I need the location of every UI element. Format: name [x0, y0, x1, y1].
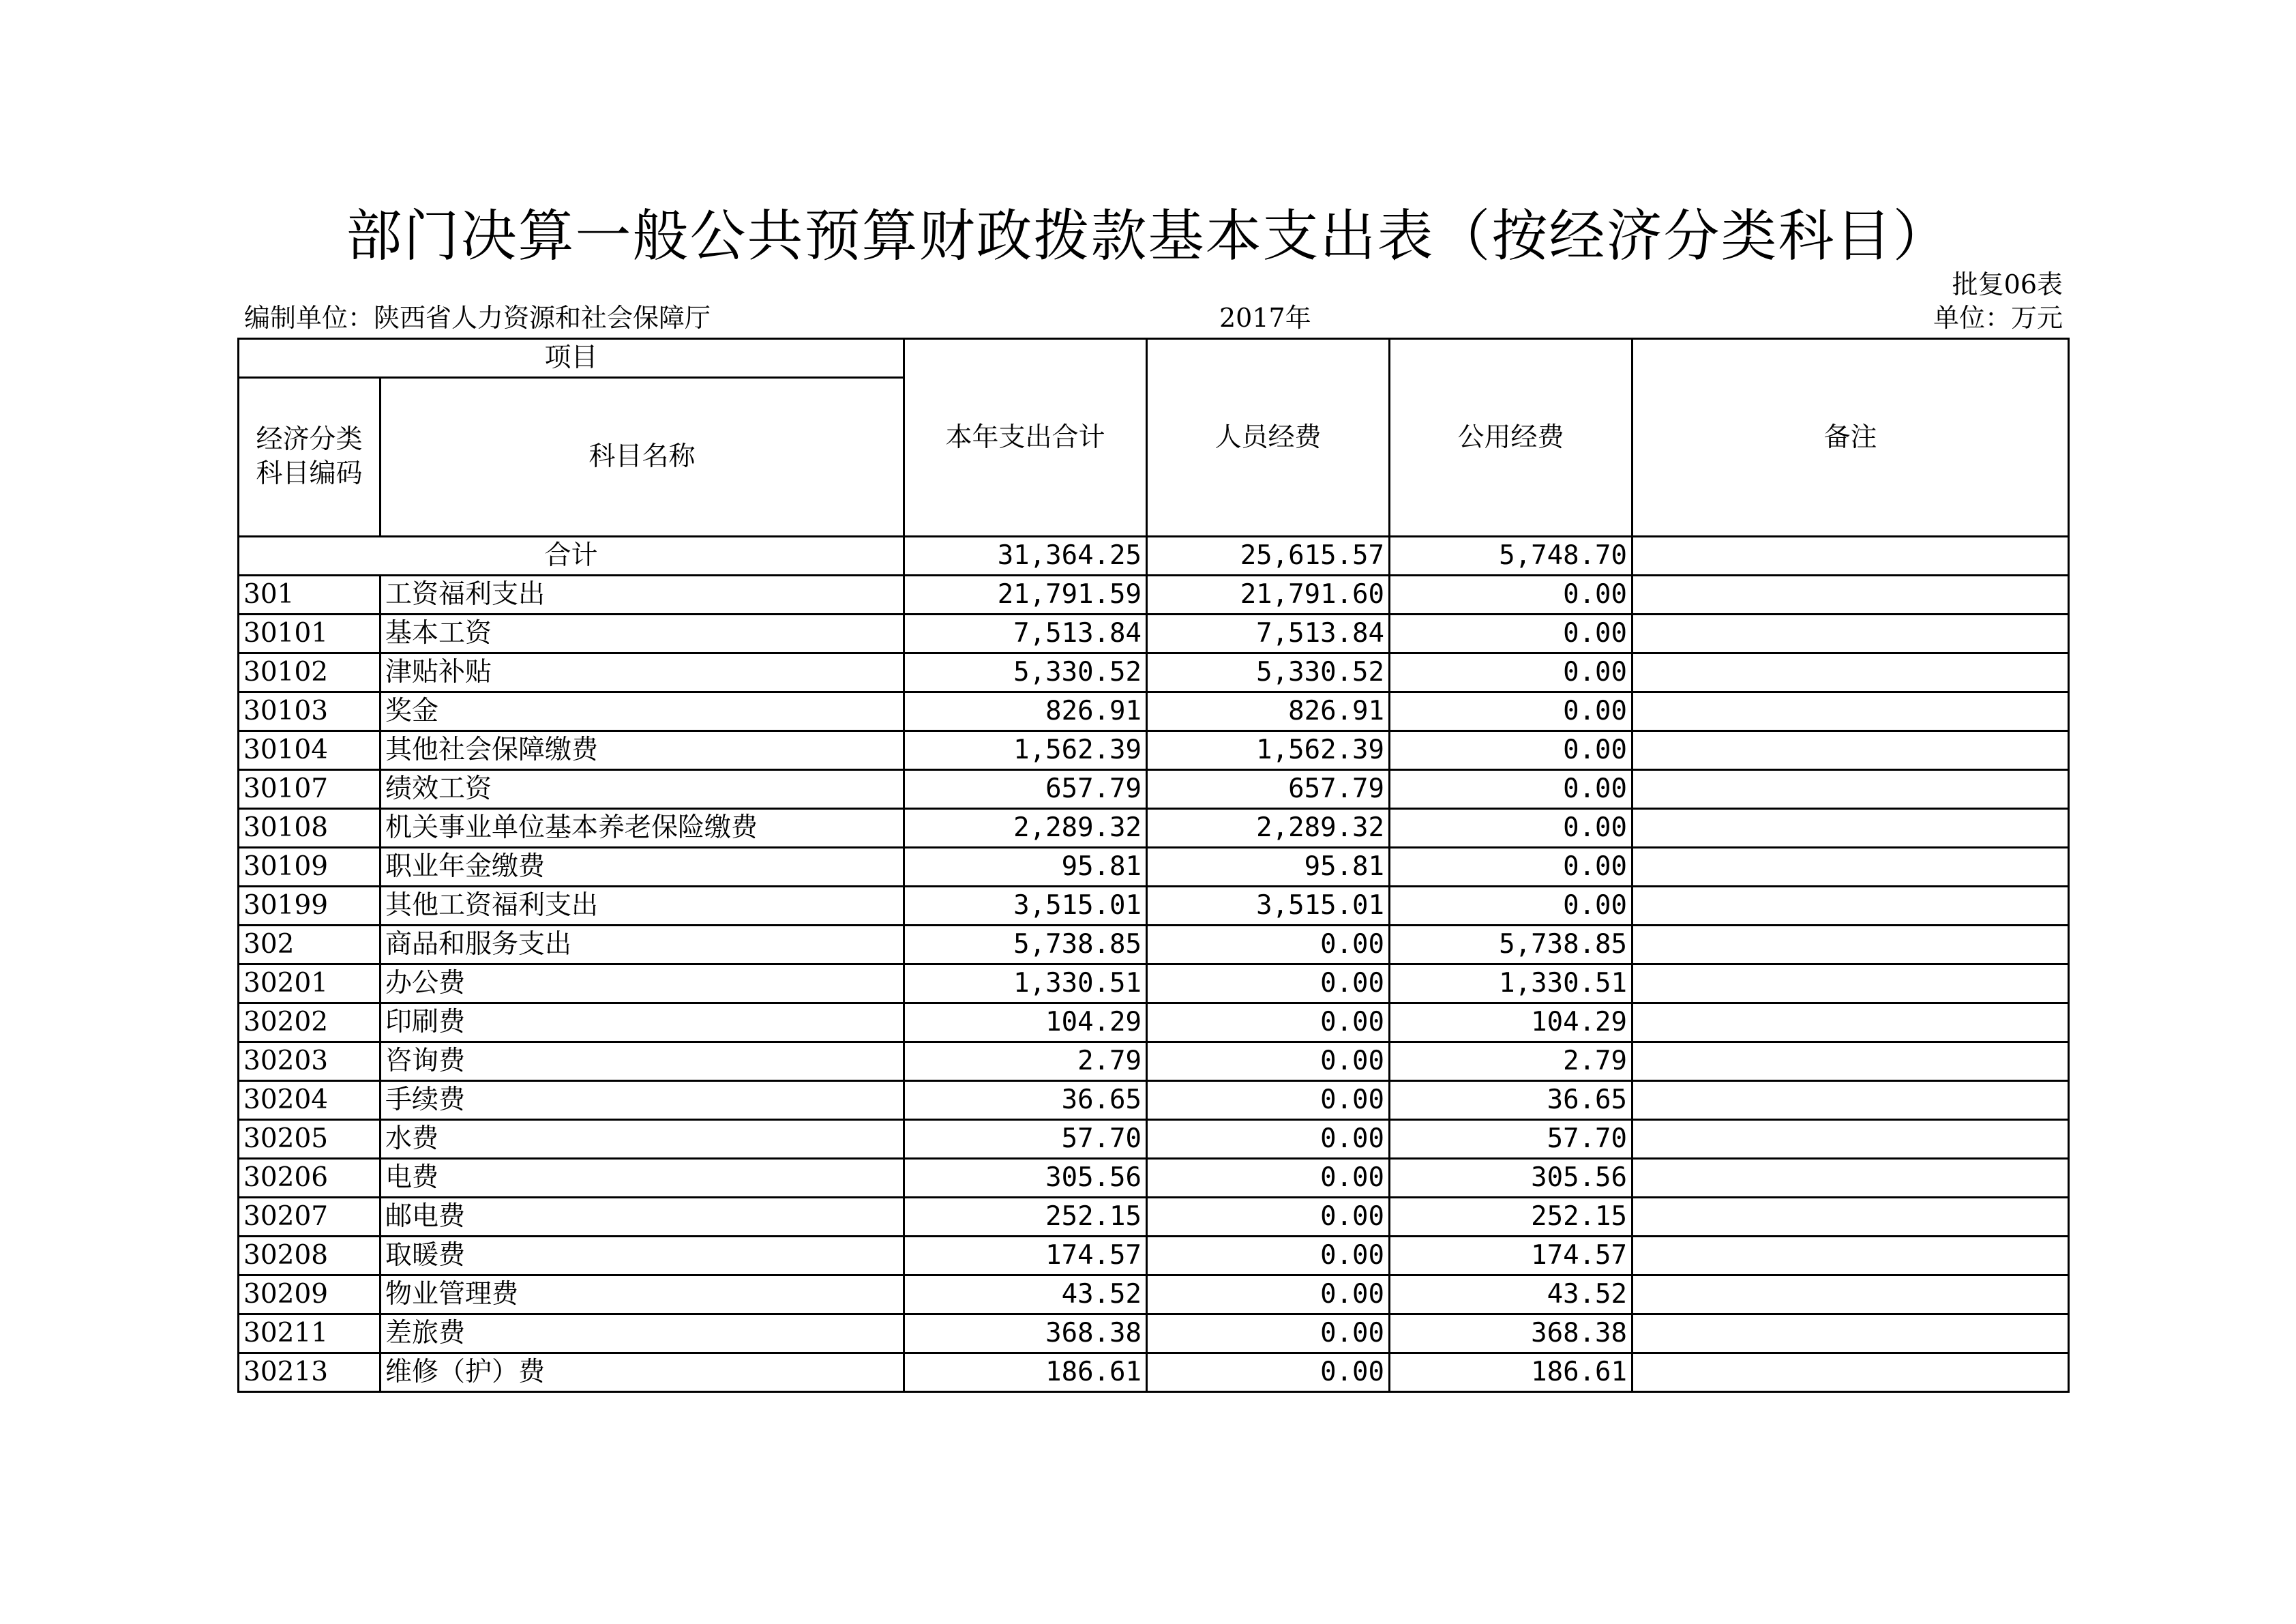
row-public: 104.29: [1390, 1003, 1632, 1042]
row-remark: [1632, 1042, 2069, 1081]
row-personnel: 0.00: [1147, 1081, 1390, 1120]
row-name: 基本工资: [381, 615, 904, 653]
row-name: 其他社会保障缴费: [381, 731, 904, 770]
row-total: 104.29: [904, 1003, 1147, 1042]
row-name: 绩效工资: [381, 770, 904, 809]
header-public: 公用经费: [1390, 339, 1632, 537]
row-public: 252.15: [1390, 1198, 1632, 1237]
total-public: 5,748.70: [1390, 537, 1632, 576]
row-personnel: 5,330.52: [1147, 653, 1390, 692]
total-label: 合计: [239, 537, 904, 576]
row-total: 657.79: [904, 770, 1147, 809]
row-name: 维修（护）费: [381, 1353, 904, 1392]
row-remark: [1632, 1120, 2069, 1159]
row-code: 30203: [239, 1042, 381, 1081]
row-total: 305.56: [904, 1159, 1147, 1198]
row-total: 57.70: [904, 1120, 1147, 1159]
row-remark: [1632, 964, 2069, 1003]
row-name: 津贴补贴: [381, 653, 904, 692]
row-personnel: 2,289.32: [1147, 809, 1390, 848]
row-total: 36.65: [904, 1081, 1147, 1120]
row-remark: [1632, 1353, 2069, 1392]
table-row: [239, 1081, 2069, 1120]
row-personnel: 0.00: [1147, 1275, 1390, 1314]
table-row: [239, 1275, 2069, 1314]
row-code: 302: [239, 926, 381, 964]
row-name: 办公费: [381, 964, 904, 1003]
row-code: 30109: [239, 848, 381, 887]
table-row: [239, 1003, 2069, 1042]
row-name: 差旅费: [381, 1314, 904, 1353]
header-name: 科目名称: [381, 378, 904, 537]
header-code: 经济分类科目编码: [239, 378, 381, 537]
header-personnel: 人员经费: [1147, 339, 1390, 537]
row-remark: [1632, 653, 2069, 692]
table-row: [239, 731, 2069, 770]
row-total: 252.15: [904, 1198, 1147, 1237]
row-name: 商品和服务支出: [381, 926, 904, 964]
table-row: [239, 615, 2069, 653]
unit-label: 单位：万元: [1933, 303, 2063, 333]
row-name: 机关事业单位基本养老保险缴费: [381, 809, 904, 848]
row-remark: [1632, 1003, 2069, 1042]
row-public: 186.61: [1390, 1353, 1632, 1392]
row-name: 职业年金缴费: [381, 848, 904, 887]
row-code: 30199: [239, 887, 381, 926]
row-personnel: 0.00: [1147, 1003, 1390, 1042]
row-name: 其他工资福利支出: [381, 887, 904, 926]
row-code: 30104: [239, 731, 381, 770]
row-public: 43.52: [1390, 1275, 1632, 1314]
row-name: 邮电费: [381, 1198, 904, 1237]
table-row: [239, 964, 2069, 1003]
row-remark: [1632, 770, 2069, 809]
row-remark: [1632, 1159, 2069, 1198]
row-total: 3,515.01: [904, 887, 1147, 926]
table-row: [239, 1314, 2069, 1353]
row-public: 305.56: [1390, 1159, 1632, 1198]
row-public: 0.00: [1390, 692, 1632, 731]
header-total: 本年支出合计: [904, 339, 1147, 537]
row-public: 0.00: [1390, 576, 1632, 615]
expenditure-table: [237, 338, 2070, 1393]
row-code: 301: [239, 576, 381, 615]
row-public: 368.38: [1390, 1314, 1632, 1353]
row-code: 30204: [239, 1081, 381, 1120]
row-code: 30107: [239, 770, 381, 809]
row-code: 30209: [239, 1275, 381, 1314]
row-name: 工资福利支出: [381, 576, 904, 615]
row-personnel: 21,791.60: [1147, 576, 1390, 615]
row-total: 43.52: [904, 1275, 1147, 1314]
row-public: 1,330.51: [1390, 964, 1632, 1003]
row-public: 0.00: [1390, 615, 1632, 653]
total-total: 31,364.25: [904, 537, 1147, 576]
row-public: 0.00: [1390, 848, 1632, 887]
row-personnel: 95.81: [1147, 848, 1390, 887]
row-code: 30108: [239, 809, 381, 848]
row-personnel: 826.91: [1147, 692, 1390, 731]
row-code: 30211: [239, 1314, 381, 1353]
table-row: [239, 848, 2069, 887]
table-row: [239, 770, 2069, 809]
row-remark: [1632, 576, 2069, 615]
row-total: 368.38: [904, 1314, 1147, 1353]
row-public: 0.00: [1390, 653, 1632, 692]
row-public: 57.70: [1390, 1120, 1632, 1159]
row-personnel: 0.00: [1147, 1353, 1390, 1392]
row-name: 咨询费: [381, 1042, 904, 1081]
row-personnel: 7,513.84: [1147, 615, 1390, 653]
row-code: 30103: [239, 692, 381, 731]
table-row: [239, 692, 2069, 731]
row-remark: [1632, 731, 2069, 770]
row-code: 30205: [239, 1120, 381, 1159]
row-public: 0.00: [1390, 887, 1632, 926]
row-total: 1,562.39: [904, 731, 1147, 770]
row-remark: [1632, 848, 2069, 887]
table-row: [239, 926, 2069, 964]
row-personnel: 0.00: [1147, 1198, 1390, 1237]
row-public: 2.79: [1390, 1042, 1632, 1081]
row-total: 5,330.52: [904, 653, 1147, 692]
row-code: 30102: [239, 653, 381, 692]
row-personnel: 3,515.01: [1147, 887, 1390, 926]
header-item: 项目: [239, 339, 904, 378]
table-row: [239, 809, 2069, 848]
row-total: 2.79: [904, 1042, 1147, 1081]
table-row: [239, 576, 2069, 615]
row-personnel: 0.00: [1147, 964, 1390, 1003]
total-remark: [1632, 537, 2069, 576]
row-total: 2,289.32: [904, 809, 1147, 848]
row-remark: [1632, 809, 2069, 848]
row-personnel: 0.00: [1147, 1159, 1390, 1198]
row-total: 186.61: [904, 1353, 1147, 1392]
header-row-1: [239, 339, 2069, 378]
table-row: [239, 1159, 2069, 1198]
table-row: [239, 1042, 2069, 1081]
row-remark: [1632, 1198, 2069, 1237]
total-row: [239, 537, 2069, 576]
row-personnel: 0.00: [1147, 1314, 1390, 1353]
row-name: 手续费: [381, 1081, 904, 1120]
header-remark: 备注: [1632, 339, 2069, 537]
row-total: 21,791.59: [904, 576, 1147, 615]
row-total: 5,738.85: [904, 926, 1147, 964]
row-remark: [1632, 615, 2069, 653]
row-total: 95.81: [904, 848, 1147, 887]
row-remark: [1632, 1081, 2069, 1120]
row-name: 印刷费: [381, 1003, 904, 1042]
row-public: 174.57: [1390, 1237, 1632, 1275]
row-remark: [1632, 887, 2069, 926]
row-public: 0.00: [1390, 809, 1632, 848]
row-remark: [1632, 926, 2069, 964]
row-remark: [1632, 1314, 2069, 1353]
table-row: [239, 1353, 2069, 1392]
row-name: 奖金: [381, 692, 904, 731]
row-name: 电费: [381, 1159, 904, 1198]
row-personnel: 0.00: [1147, 1237, 1390, 1275]
row-name: 水费: [381, 1120, 904, 1159]
row-remark: [1632, 1275, 2069, 1314]
row-code: 30207: [239, 1198, 381, 1237]
meta-line: [237, 300, 2063, 336]
table-row: [239, 1198, 2069, 1237]
row-personnel: 0.00: [1147, 926, 1390, 964]
row-personnel: 0.00: [1147, 1042, 1390, 1081]
total-personnel: 25,615.57: [1147, 537, 1390, 576]
row-code: 30202: [239, 1003, 381, 1042]
table-row: [239, 653, 2069, 692]
page-title: 部门决算一般公共预算财政拨款基本支出表（按经济分类科目）: [346, 204, 1950, 269]
row-public: 0.00: [1390, 770, 1632, 809]
row-remark: [1632, 692, 2069, 731]
row-public: 36.65: [1390, 1081, 1632, 1120]
row-name: 物业管理费: [381, 1275, 904, 1314]
row-code: 30213: [239, 1353, 381, 1392]
row-code: 30208: [239, 1237, 381, 1275]
row-code: 30206: [239, 1159, 381, 1198]
row-personnel: 0.00: [1147, 1120, 1390, 1159]
row-remark: [1632, 1237, 2069, 1275]
row-code: 30201: [239, 964, 381, 1003]
sheet-number: 批复06表: [1952, 269, 2063, 299]
row-personnel: 1,562.39: [1147, 731, 1390, 770]
row-total: 1,330.51: [904, 964, 1147, 1003]
organization-label: 编制单位：陕西省人力资源和社会保障厅: [244, 303, 711, 333]
row-code: 30101: [239, 615, 381, 653]
row-public: 0.00: [1390, 731, 1632, 770]
row-public: 5,738.85: [1390, 926, 1632, 964]
table-row: [239, 1237, 2069, 1275]
year-label: 2017年: [1219, 303, 1311, 333]
row-total: 7,513.84: [904, 615, 1147, 653]
row-personnel: 657.79: [1147, 770, 1390, 809]
row-total: 174.57: [904, 1237, 1147, 1275]
table-row: [239, 1120, 2069, 1159]
row-name: 取暖费: [381, 1237, 904, 1275]
row-total: 826.91: [904, 692, 1147, 731]
table-row: [239, 887, 2069, 926]
